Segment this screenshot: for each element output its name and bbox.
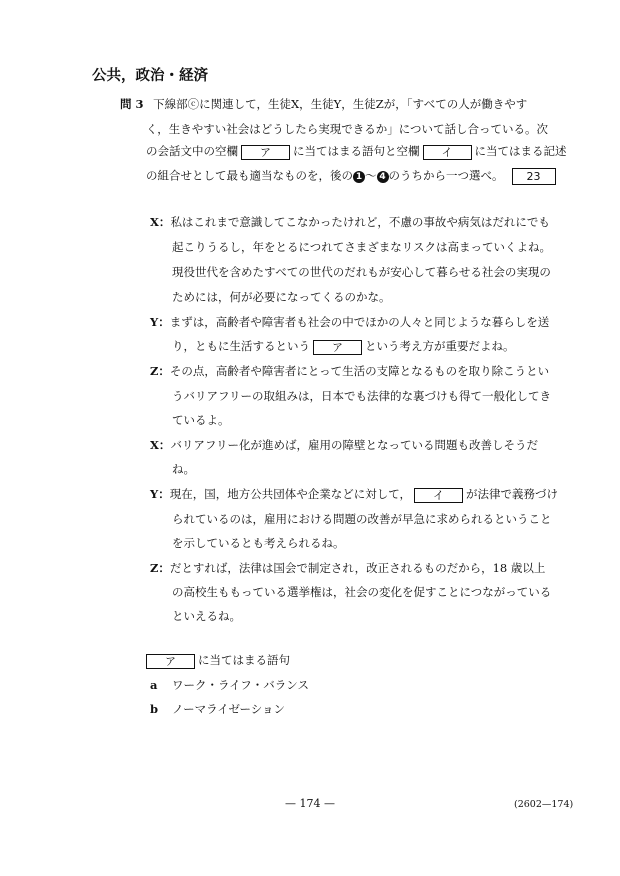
options-header-text: に当てはまる語句 [198, 653, 290, 667]
dialogue-y2-line-3: を示しているとも考えられるね。 [172, 536, 345, 550]
dialogue-y2-line-1 [150, 487, 558, 503]
options-header [146, 653, 290, 669]
question-text-4a: の組合せとして最も適当なものを，後の [146, 168, 353, 183]
option-label: a [150, 678, 158, 692]
question-text-3c: に当てはまる記述 [474, 144, 567, 158]
blank-a-box: ア [313, 340, 362, 355]
page-code: (2602—174) [514, 799, 574, 810]
dialogue-z1-line-3: ているよ。 [172, 413, 230, 427]
range-tilde: ～ [365, 168, 377, 183]
dialogue-z2-line-3: といえるね。 [172, 609, 241, 623]
dialogue-text: その点，高齢者や障害者にとって生活の支障となるものを取り除こうとい [169, 364, 550, 378]
blank-a-box: ア [241, 145, 290, 160]
question-line-3 [146, 144, 567, 160]
section-title: 公共，政治・経済 [92, 68, 208, 84]
dialogue-text: バリアフリー化が進めば，雇用の障壁となっている問題も改善しそうだ [170, 438, 538, 452]
dialogue-text: 現在，国，地方公共団体や企業などに対して， [169, 487, 411, 501]
blank-i-box: イ [423, 145, 472, 160]
blank-i-box: イ [414, 488, 463, 503]
speaker-z: Z： [150, 364, 170, 378]
dialogue-text: まずは，高齢者や障害者も社会の中でほかの人々と同じような暮らしを送 [169, 315, 550, 329]
question-text-1: 下線部ⓒに関連して，生徒X，生徒Y，生徒Zが，「すべての人が働きやす [153, 97, 528, 111]
choice-last-marker: 4 [377, 171, 389, 183]
dialogue-z2-line-2: の高校生ももっている選挙権は，社会の変化を促すことにつながっている [172, 585, 552, 599]
dialogue-z2-line-1 [150, 561, 545, 575]
dialogue-x1-line-3: 現役世代を含めたすべての世代のだれもが安心して暮らせる社会の実現の [172, 265, 551, 279]
speaker-y: Y： [150, 487, 170, 501]
dialogue-z1-line-2: うバリアフリーの取組みは，日本でも法律的な裏づけも得て一般化してき [172, 389, 552, 403]
dialogue-text: 私はこれまで意識してこなかったけれど，不慮の事故や病気はだれにでも [170, 215, 550, 229]
question-text-3a: の会話文中の空欄 [146, 144, 238, 158]
dialogue-y2-line-2: られているのは，雇用における問題の改善が早急に求められるということ [172, 512, 552, 526]
option-item [150, 678, 309, 692]
page-number: — 174 — [285, 797, 335, 810]
dialogue-x1-line-1 [150, 215, 550, 229]
answer-number-box: 23 [512, 168, 556, 185]
question-line-1 [120, 97, 527, 111]
dialogue-y1-line-1 [150, 315, 549, 329]
dialogue-x2-line-1 [150, 438, 538, 452]
dialogue-x1-line-2: 起こりうるし，年をとるにつれてさまざまなリスクは高まっていくよね。 [172, 240, 552, 254]
dialogue-x2-line-2: ね。 [172, 462, 195, 476]
question-line-2: く，生きやすい社会はどうしたら実現できるか」について話し合っている。次 [146, 122, 549, 136]
dialogue-text: だとすれば，法律は国会で制定され，改正されるものだから，18 歳以上 [169, 561, 546, 575]
question-text-4b: のうちから一つ選べ。 [388, 168, 504, 183]
option-text: ワーク・ライフ・バランス [172, 678, 309, 692]
option-label: b [150, 702, 159, 716]
blank-a-box: ア [146, 654, 195, 669]
question-line-4 [146, 168, 556, 185]
option-text: ノーマライゼーション [172, 702, 286, 716]
dialogue-text: が法律で義務づけ [466, 487, 558, 501]
dialogue-text: り，ともに生活するという [172, 339, 310, 353]
dialogue-z1-line-1 [150, 364, 549, 378]
speaker-x: X： [150, 215, 171, 229]
dialogue-y1-line-2 [172, 339, 515, 355]
speaker-x: X： [150, 438, 171, 452]
question-number: 問 3 [120, 97, 144, 111]
option-item [150, 702, 285, 716]
dialogue-x1-line-4: ためには，何が必要になってくるのかな。 [172, 290, 391, 304]
question-text-3b: に当てはまる語句と空欄 [293, 144, 420, 158]
dialogue-text: という考え方が重要だよね。 [365, 339, 515, 353]
speaker-y: Y： [150, 315, 170, 329]
speaker-z: Z： [150, 561, 170, 575]
choice-first-marker: 1 [353, 171, 365, 183]
